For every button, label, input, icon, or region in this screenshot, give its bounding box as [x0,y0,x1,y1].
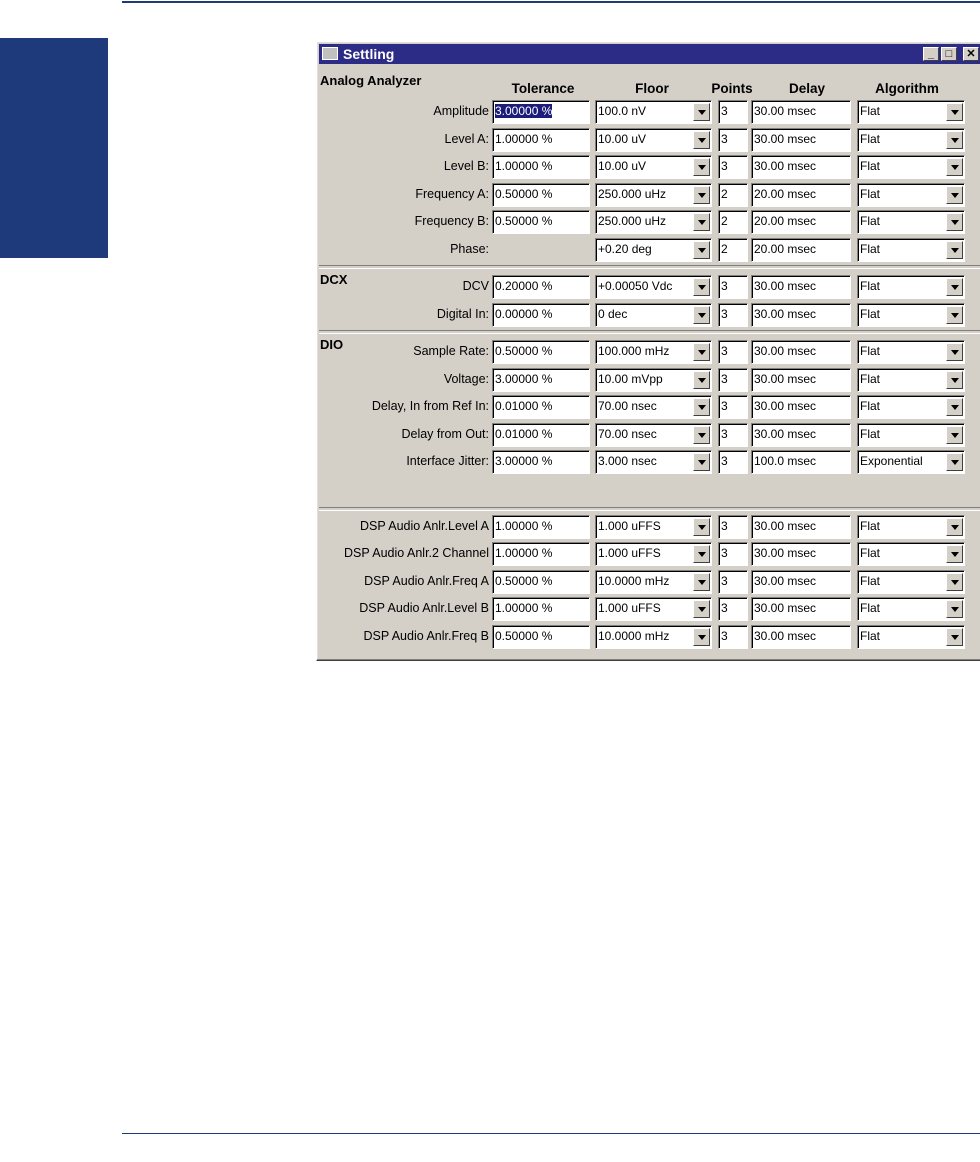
field-value: 0.01000 % [495,427,553,441]
field-value: 0.50000 % [495,187,553,201]
field-value: +0.00050 Vdc [598,279,673,293]
field-value: 10.0000 mHz [598,574,670,588]
row-label: Sample Rate: [413,344,489,358]
field-value: 2 [721,214,728,228]
algorithm-select[interactable] [857,340,965,364]
field-value: 30.00 msec [754,546,817,560]
field-value: 3 [721,104,728,118]
floor-combo[interactable] [595,542,712,566]
floor-combo[interactable] [595,570,712,594]
chevron-down-icon[interactable] [946,426,963,444]
tolerance-input[interactable] [492,423,590,447]
row-label: DSP Audio Anlr.Freq B [363,629,489,643]
field-value: Flat [860,427,881,441]
chevron-down-icon[interactable] [946,213,963,231]
bottom-rule [122,1133,980,1134]
points-input[interactable] [718,423,748,447]
chevron-down-icon[interactable] [693,131,710,149]
field-value: 10.00 mVpp [598,372,663,386]
algorithm-select[interactable] [857,625,965,649]
tolerance-input[interactable] [492,183,590,207]
field-value: 1.00000 % [495,601,553,615]
row-label: Level B: [443,159,489,173]
tolerance-input[interactable] [492,303,590,327]
delay-input[interactable] [751,450,851,474]
algorithm-select[interactable] [857,515,965,539]
tolerance-input[interactable] [492,100,590,124]
chevron-down-icon[interactable] [693,158,710,176]
column-floor: Floor [635,81,669,96]
field-value: 20.00 msec [754,187,817,201]
maximize-button[interactable]: □ [941,47,957,61]
chevron-down-icon[interactable] [693,186,710,204]
chevron-down-icon[interactable] [693,398,710,416]
floor-combo[interactable] [595,183,712,207]
field-value: 1.00000 % [495,159,553,173]
tolerance-input[interactable] [492,210,590,234]
field-value: Flat [860,574,881,588]
floor-combo[interactable] [595,303,712,327]
minimize-button[interactable]: _ [923,47,939,61]
points-input[interactable] [718,625,748,649]
field-value: 3 [721,307,728,321]
tolerance-input[interactable] [492,597,590,621]
floor-combo[interactable] [595,275,712,299]
section-dcx: DCX [320,272,348,287]
floor-combo[interactable] [595,368,712,392]
field-value: 20.00 msec [754,242,817,256]
top-rule [122,1,980,3]
chevron-down-icon[interactable] [946,306,963,324]
chevron-down-icon[interactable] [693,628,710,646]
row-label: DCV [462,279,489,293]
field-value: 1.000 uFFS [598,601,661,615]
field-value: Flat [860,546,881,560]
field-value: Flat [860,519,881,533]
field-value: 0.00000 % [495,307,553,321]
field-value: 0.50000 % [495,629,553,643]
points-input[interactable] [718,340,748,364]
delay-input[interactable] [751,275,851,299]
algorithm-select[interactable] [857,423,965,447]
algorithm-select[interactable] [857,238,965,262]
algorithm-select[interactable] [857,395,965,419]
chevron-down-icon[interactable] [693,453,710,471]
algorithm-select[interactable] [857,155,965,179]
points-input[interactable] [718,238,748,262]
tolerance-input[interactable] [492,395,590,419]
delay-input[interactable] [751,625,851,649]
row-label: Phase: [450,242,489,256]
section-analog-analyzer: Analog Analyzer [320,73,422,88]
side-tab [0,38,108,258]
delay-input[interactable] [751,303,851,327]
points-input[interactable] [718,303,748,327]
points-input[interactable] [718,542,748,566]
row-label: Delay from Out: [401,427,489,441]
points-input[interactable] [718,597,748,621]
field-value: 10.00 uV [598,159,647,173]
algorithm-select[interactable] [857,303,965,327]
field-value: 3 [721,519,728,533]
column-points: Points [711,81,753,96]
delay-input[interactable] [751,183,851,207]
field-value: 70.00 nsec [598,427,657,441]
floor-combo[interactable] [595,340,712,364]
chevron-down-icon[interactable] [946,186,963,204]
field-value: 0.01000 % [495,399,553,413]
field-value: 0 dec [598,307,628,321]
field-value: 30.00 msec [754,132,817,146]
field-value: 3.00000 % [495,454,553,468]
field-value: 70.00 nsec [598,399,657,413]
field-value: Flat [860,601,881,615]
field-value: 1.000 uFFS [598,546,661,560]
field-value: Flat [860,159,881,173]
floor-combo[interactable] [595,155,712,179]
separator [319,507,980,511]
chevron-down-icon[interactable] [693,306,710,324]
tolerance-input[interactable] [492,625,590,649]
field-value: Flat [860,344,881,358]
chevron-down-icon[interactable] [946,573,963,591]
field-value: 30.00 msec [754,427,817,441]
row-label: DSP Audio Anlr.Level B [359,601,489,615]
algorithm-select[interactable] [857,128,965,152]
field-value: 30.00 msec [754,399,817,413]
chevron-down-icon[interactable] [946,545,963,563]
field-value: Flat [860,187,881,201]
column-delay: Delay [788,81,826,96]
separator [319,265,980,269]
floor-combo[interactable] [595,210,712,234]
row-label: Delay, In from Ref In: [371,399,489,413]
chevron-down-icon[interactable] [946,600,963,618]
delay-input[interactable] [751,515,851,539]
field-value: Flat [860,399,881,413]
row-label: Interface Jitter: [406,454,489,468]
window-title: Settling [343,46,395,62]
chevron-down-icon[interactable] [946,371,963,389]
field-value: 2 [721,242,728,256]
chevron-down-icon[interactable] [946,158,963,176]
row-label: Level A: [444,132,489,146]
field-value: 3 [721,399,728,413]
field-value: 30.00 msec [754,601,817,615]
field-value: 0.50000 % [495,344,553,358]
field-value: 30.00 msec [754,574,817,588]
row-label: Frequency B: [414,214,489,228]
points-input[interactable] [718,515,748,539]
field-value: 1.000 uFFS [598,519,661,533]
row-label: Frequency A: [415,187,489,201]
chevron-down-icon[interactable] [946,518,963,536]
field-value: 30.00 msec [754,519,817,533]
delay-input[interactable] [751,570,851,594]
field-value: 30.00 msec [754,279,817,293]
tolerance-input[interactable] [492,542,590,566]
chevron-down-icon[interactable] [693,241,710,259]
algorithm-select[interactable] [857,275,965,299]
points-input[interactable] [718,275,748,299]
chevron-down-icon[interactable] [693,371,710,389]
separator [319,330,980,334]
delay-input[interactable] [751,210,851,234]
tolerance-input[interactable] [492,155,590,179]
title-bar[interactable] [319,44,980,64]
row-label: DSP Audio Anlr.Level A [359,519,489,533]
chevron-down-icon[interactable] [946,628,963,646]
field-value: Flat [860,132,881,146]
points-input[interactable] [718,128,748,152]
delay-input[interactable] [751,128,851,152]
algorithm-select[interactable] [857,210,965,234]
window-icon[interactable] [322,47,338,60]
field-value: 30.00 msec [754,159,817,173]
points-input[interactable] [718,450,748,474]
chevron-down-icon[interactable] [693,573,710,591]
field-value: Flat [860,372,881,386]
field-value: 100.000 mHz [598,344,670,358]
chevron-down-icon[interactable] [693,213,710,231]
field-value: 3 [721,454,728,468]
field-value: 3 [721,546,728,560]
field-value: 2 [721,187,728,201]
column-tolerance: Tolerance [511,81,575,96]
chevron-down-icon[interactable] [693,426,710,444]
delay-input[interactable] [751,542,851,566]
row-label: Digital In: [436,307,489,321]
field-value: Flat [860,307,881,321]
settling-window [316,41,980,661]
delay-input[interactable] [751,368,851,392]
field-value: 0.50000 % [495,574,553,588]
chevron-down-icon[interactable] [693,103,710,121]
chevron-down-icon[interactable] [693,545,710,563]
delay-input[interactable] [751,423,851,447]
chevron-down-icon[interactable] [946,241,963,259]
chevron-down-icon[interactable] [946,103,963,121]
algorithm-select[interactable] [857,570,965,594]
floor-combo[interactable] [595,450,712,474]
chevron-down-icon[interactable] [946,278,963,296]
algorithm-select[interactable] [857,100,965,124]
floor-combo[interactable] [595,625,712,649]
algorithm-select[interactable] [857,597,965,621]
points-input[interactable] [718,210,748,234]
field-value: 20.00 msec [754,214,817,228]
field-value: 1.00000 % [495,132,553,146]
section-dio: DIO [320,337,344,352]
field-value: Flat [860,242,881,256]
field-value: 3 [721,279,728,293]
field-value: 3 [721,372,728,386]
field-value: 1.00000 % [495,546,553,560]
row-label: DSP Audio Anlr.2 Channel [343,546,489,560]
algorithm-select[interactable] [857,368,965,392]
field-value: 250.000 uHz [598,187,667,201]
tolerance-input[interactable] [492,275,590,299]
field-value: Flat [860,279,881,293]
chevron-down-icon[interactable] [693,343,710,361]
delay-input[interactable] [751,340,851,364]
field-value: 10.00 uV [598,132,647,146]
points-input[interactable] [718,183,748,207]
field-value: 3 [721,132,728,146]
tolerance-input[interactable] [492,450,590,474]
row-label: DSP Audio Anlr.Freq A [364,574,489,588]
delay-input[interactable] [751,100,851,124]
tolerance-input[interactable] [492,128,590,152]
field-value: 10.0000 mHz [598,629,670,643]
chevron-down-icon[interactable] [693,600,710,618]
field-value: 3 [721,427,728,441]
field-value: 3 [721,159,728,173]
field-value: 3.00000 % [495,104,553,118]
algorithm-select[interactable] [857,450,965,474]
floor-combo[interactable] [595,238,712,262]
field-value: 30.00 msec [754,629,817,643]
floor-combo[interactable] [595,597,712,621]
delay-input[interactable] [751,238,851,262]
field-value: 100.0 msec [754,454,817,468]
points-input[interactable] [718,100,748,124]
chevron-down-icon[interactable] [946,343,963,361]
delay-input[interactable] [751,597,851,621]
floor-combo[interactable] [595,100,712,124]
chevron-down-icon[interactable] [946,131,963,149]
algorithm-select[interactable] [857,183,965,207]
chevron-down-icon[interactable] [946,398,963,416]
floor-combo[interactable] [595,395,712,419]
field-value: 3 [721,629,728,643]
tolerance-input[interactable] [492,570,590,594]
tolerance-input[interactable] [492,340,590,364]
field-value: 3.000 nsec [598,454,657,468]
column-algorithm: Algorithm [875,81,939,96]
points-input[interactable] [718,570,748,594]
delay-input[interactable] [751,395,851,419]
field-value: Flat [860,104,881,118]
close-button[interactable]: ✕ [963,47,979,61]
field-value: 30.00 msec [754,344,817,358]
row-label: Voltage: [443,372,489,386]
chevron-down-icon[interactable] [693,278,710,296]
field-value: 3 [721,574,728,588]
field-value: 250.000 uHz [598,214,667,228]
points-input[interactable] [718,368,748,392]
field-value: Flat [860,629,881,643]
field-value: +0.20 deg [598,242,652,256]
field-value: 100.0 nV [598,104,647,118]
floor-combo[interactable] [595,515,712,539]
tolerance-input[interactable] [492,515,590,539]
field-value: Exponential [860,454,923,468]
tolerance-input[interactable] [492,368,590,392]
floor-combo[interactable] [595,128,712,152]
field-value: 3 [721,601,728,615]
field-value: 30.00 msec [754,104,817,118]
points-input[interactable] [718,395,748,419]
field-value: 30.00 msec [754,307,817,321]
field-value: 3.00000 % [495,372,553,386]
field-value: Flat [860,214,881,228]
points-input[interactable] [718,155,748,179]
field-value: 0.20000 % [495,279,553,293]
floor-combo[interactable] [595,423,712,447]
algorithm-select[interactable] [857,542,965,566]
chevron-down-icon[interactable] [946,453,963,471]
delay-input[interactable] [751,155,851,179]
field-value: 30.00 msec [754,372,817,386]
row-label: Amplitude [433,104,489,118]
field-value: 1.00000 % [495,519,553,533]
field-value: 0.50000 % [495,214,553,228]
field-value: 3 [721,344,728,358]
chevron-down-icon[interactable] [693,518,710,536]
